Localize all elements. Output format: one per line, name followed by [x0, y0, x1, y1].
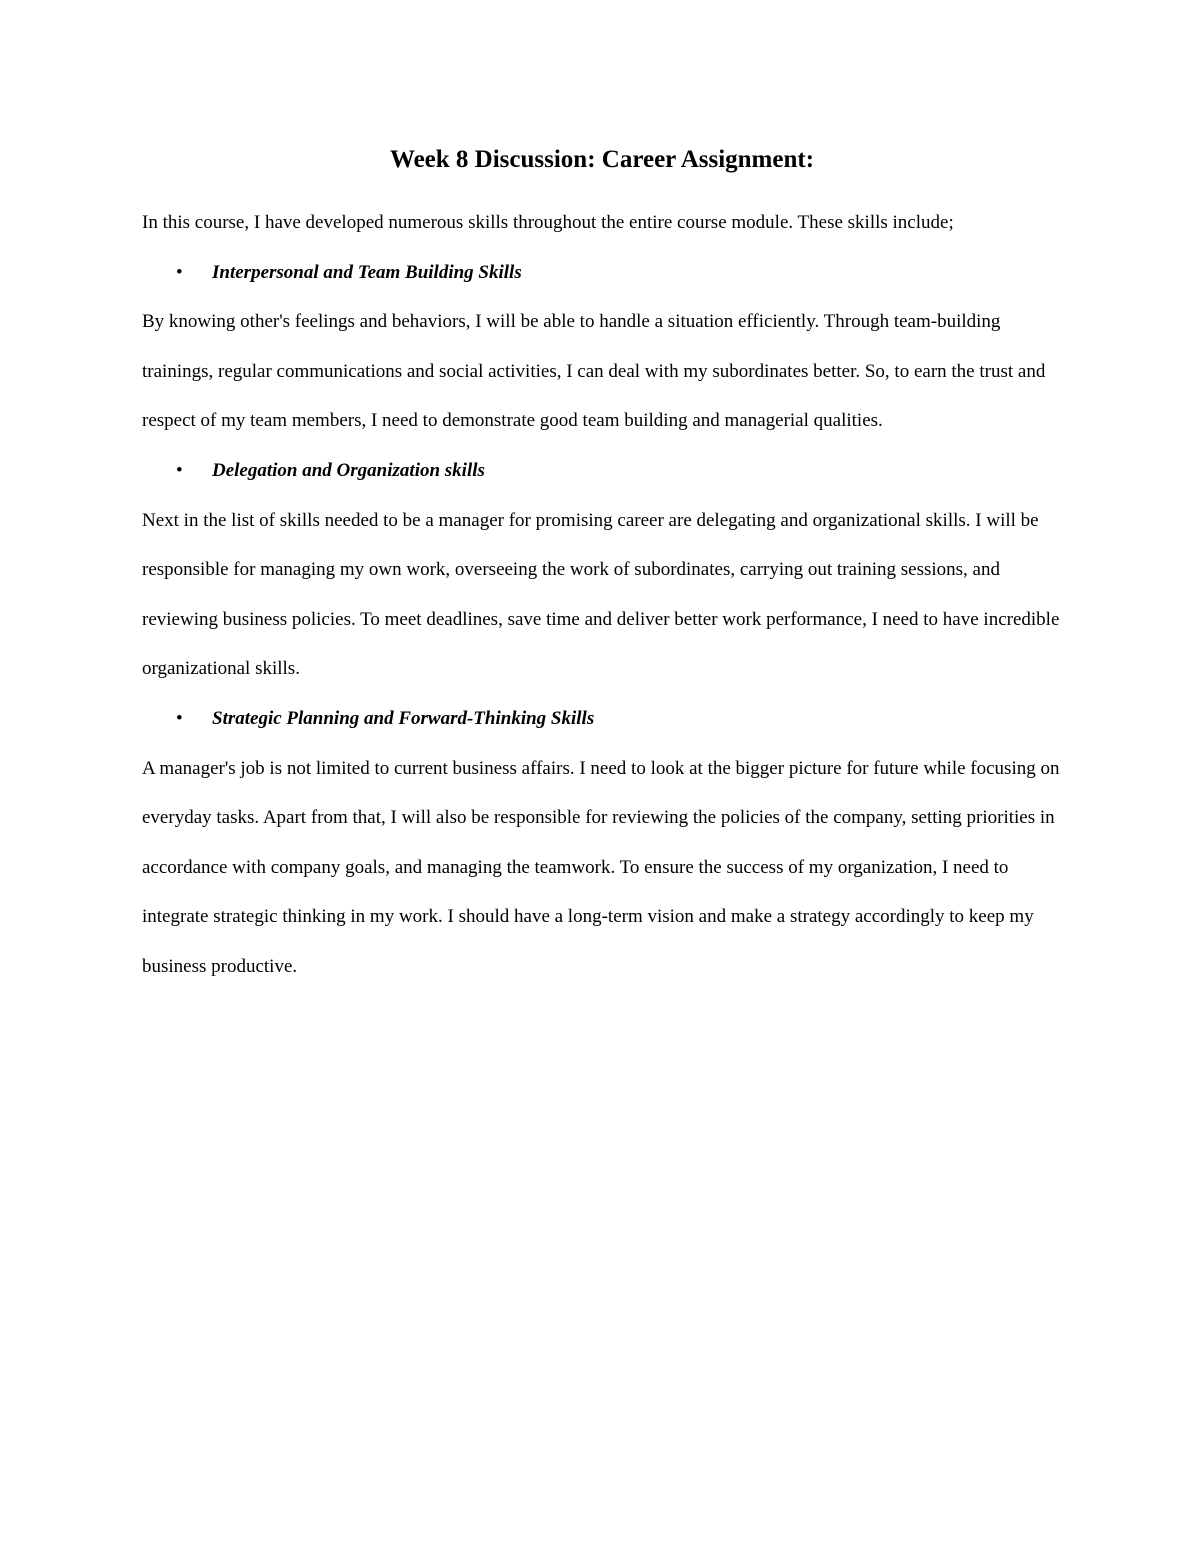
intro-paragraph: In this course, I have developed numerous skills throughout the entire course module. These skills include;: [142, 212, 954, 233]
section-heading-text: Strategic Planning and Forward-Thinking Skills: [212, 707, 595, 729]
section-heading-text: Delegation and Organization skills: [212, 459, 485, 481]
document-title: Week 8 Discussion: Career Assignment:: [389, 146, 815, 173]
bullet-icon: •: [176, 459, 183, 481]
document-content: [142, 140, 1062, 992]
section-body-interpersonal: By knowing other's feelings and behaviors, I will be able to handle a situation efficiently. Through team-building trainings, regular communications and social activities, I can deal with my subordinates better. So, to earn the trust and respect of my team members, I need to demonstrate good team building and managerial qualities.: [142, 311, 1046, 432]
section-heading-text: Interpersonal and Team Building Skills: [212, 261, 522, 283]
section-heading-interpersonal: [142, 248, 1062, 298]
bullet-icon: •: [176, 261, 183, 283]
section-body-strategic: A manager's job is not limited to current business affairs. I need to look at the bigger picture for future while focusing on everyday tasks. Apart from that, I will also be responsible for reviewing the policies of the company, setting priorities in accordance with company goals, and managing the teamwork. To ensure the success of my organization, I need to integrate strategic thinking in my work. I should have a long-term vision and make a strategy accordingly to keep my business productive.: [142, 757, 1060, 977]
section-heading-strategic: [142, 694, 1062, 744]
bullet-icon: •: [176, 707, 183, 729]
section-heading-delegation: [142, 446, 1062, 496]
section-body-delegation: Next in the list of skills needed to be a manager for promising career are delegating and organizational skills. I will be responsible for managing my own work, overseeing the work of subordinates, carrying out training sessions, and reviewing business policies. To meet deadlines, save time and deliver better work performance, I need to have incredible organizational skills.: [142, 509, 1060, 680]
